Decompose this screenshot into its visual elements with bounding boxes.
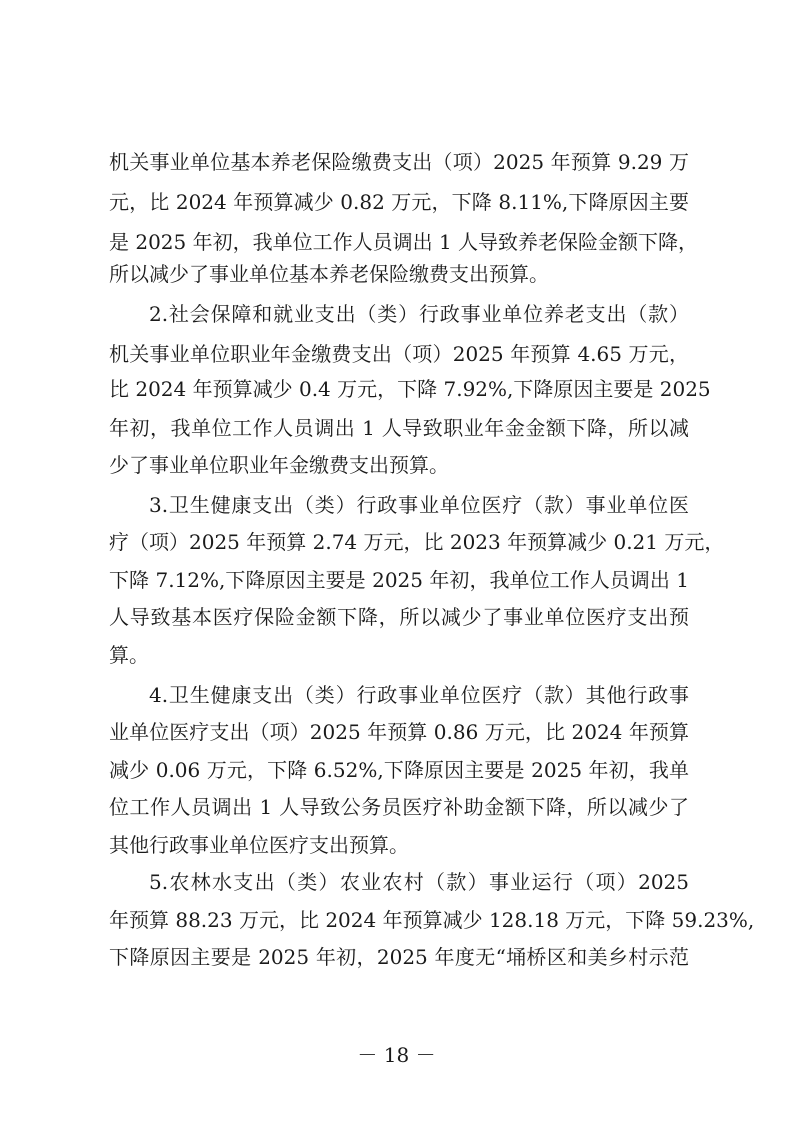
text-line: 元，比 2024 年预算减少 0.82 万元，下降 8.11%,下降原因主要 xyxy=(109,190,689,214)
text-line: 位工作人员调出 1 人导致公务员医疗补助金额下降，所以减少了 xyxy=(109,795,689,819)
text-line: 少了事业单位职业年金缴费支出预算。 xyxy=(109,453,449,477)
text-line: 是 2025 年初，我单位工作人员调出 1 人导致养老保险金额下降， xyxy=(109,230,699,254)
text-line: 机关事业单位职业年金缴费支出（项）2025 年预算 4.65 万元， xyxy=(109,342,689,366)
text-line: 机关事业单位基本养老保险缴费支出（项）2025 年预算 9.29 万 xyxy=(109,150,689,174)
text-line: 减少 0.06 万元，下降 6.52%,下降原因主要是 2025 年初，我单 xyxy=(109,758,689,782)
text-line: 疗（项）2025 年预算 2.74 万元，比 2023 年预算减少 0.21 万元， xyxy=(109,530,725,554)
text-line: 3.卫生健康支出（类）行政事业单位医疗（款）事业单位医 xyxy=(149,493,689,517)
text-line: 比 2024 年预算减少 0.4 万元，下降 7.92%,下降原因主要是 2025 xyxy=(109,377,711,401)
page-number: － 18 － xyxy=(357,1043,436,1067)
text-line: 年初，我单位工作人员调出 1 人导致职业年金金额下降，所以减 xyxy=(109,416,689,440)
text-line: 业单位医疗支出（项）2025 年预算 0.86 万元，比 2024 年预算 xyxy=(109,720,689,744)
text-line: 下降 7.12%,下降原因主要是 2025 年初，我单位工作人员调出 1 xyxy=(109,568,689,592)
text-line: 下降原因主要是 2025 年初，2025 年度无“埇桥区和美乡村示范 xyxy=(109,945,689,969)
text-line: 所以减少了事业单位基本养老保险缴费支出预算。 xyxy=(109,262,549,286)
text-line: 5.农林水支出（类）农业农村（款）事业运行（项）2025 xyxy=(149,870,689,894)
text-line: 算。 xyxy=(109,643,149,667)
text-line: 人导致基本医疗保险金额下降，所以减少了事业单位医疗支出预 xyxy=(109,605,689,629)
text-line: 2.社会保障和就业支出（类）行政事业单位养老支出（款） xyxy=(149,302,689,326)
text-line: 其他行政事业单位医疗支出预算。 xyxy=(109,833,409,857)
text-line: 4.卫生健康支出（类）行政事业单位医疗（款）其他行政事 xyxy=(149,683,689,707)
text-line: 年预算 88.23 万元，比 2024 年预算减少 128.18 万元，下降 59.23%, xyxy=(109,908,755,932)
